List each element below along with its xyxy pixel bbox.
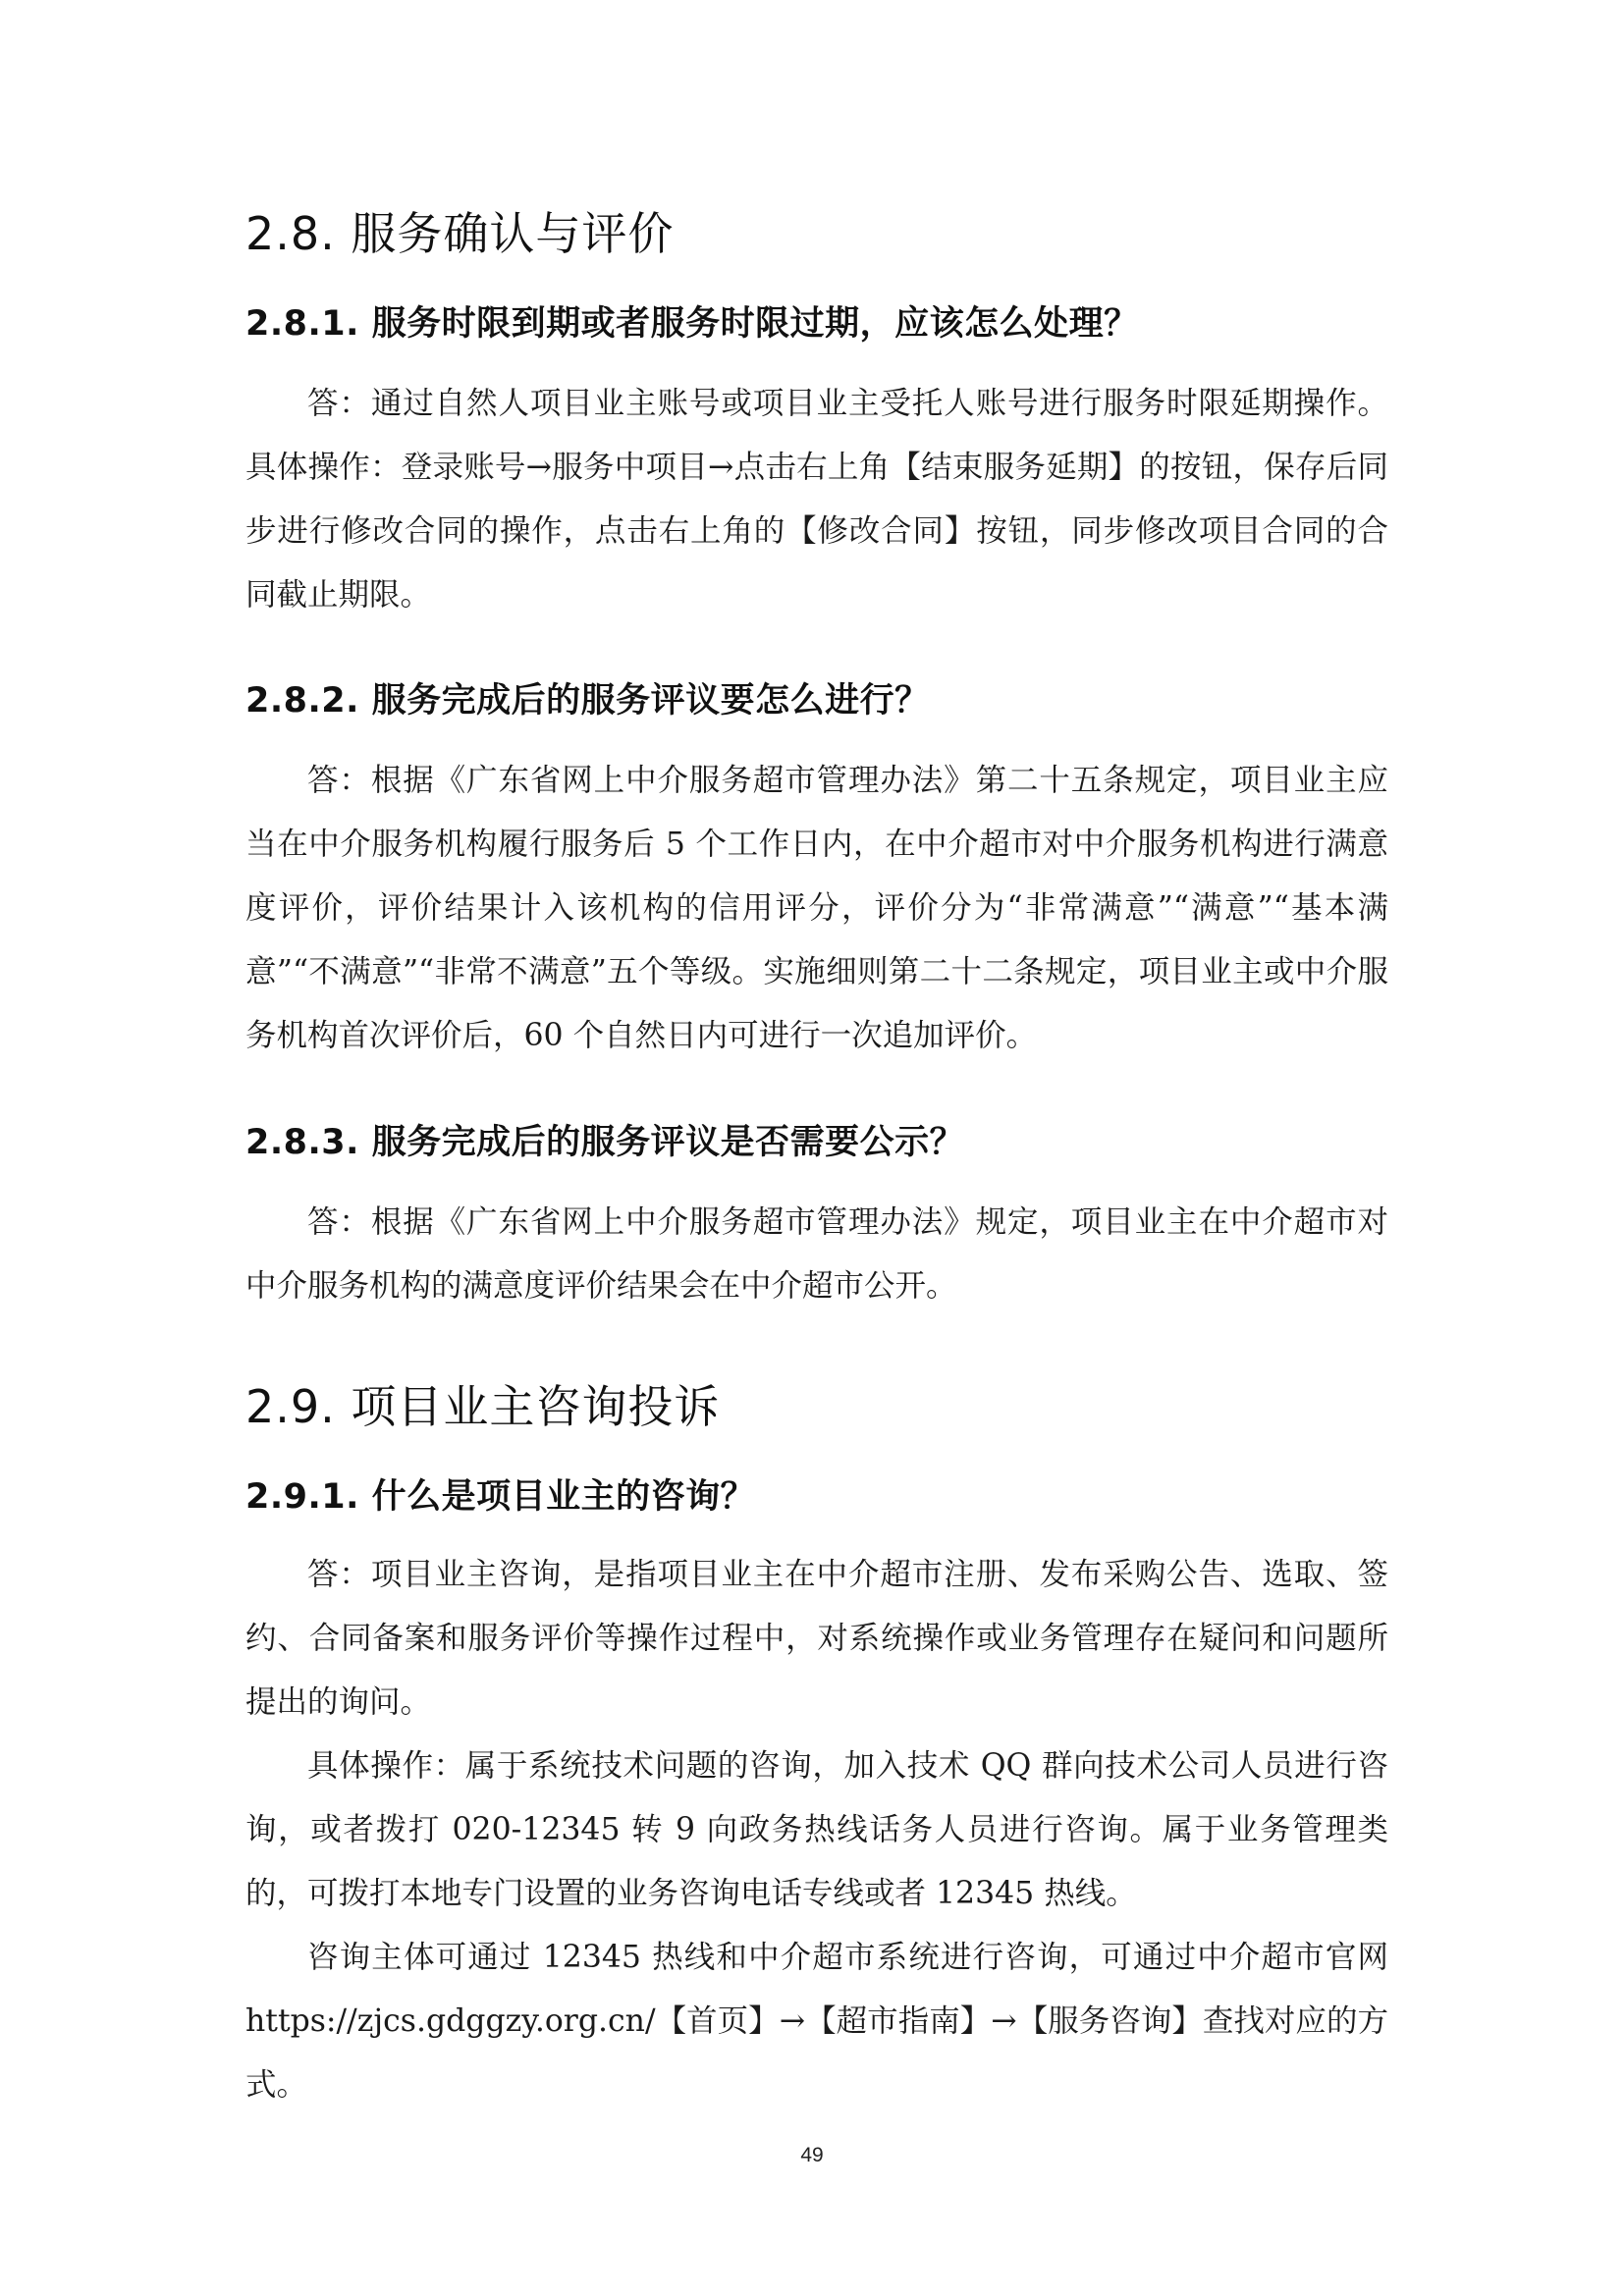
page-number: 49 xyxy=(800,2144,824,2166)
answer-paragraph-2-8-1: 答：通过自然人项目业主账号或项目业主受托人账号进行服务时限延期操作。具体操作：登录账号→服务中项目→点击右上角【结束服务延期】的按钮，保存后同步进行修改合同的操作，点击右上角的【修改合同】按钮，同步修改项目合同的合同截止期限。 xyxy=(245,386,1388,613)
section-heading-2-8: 2.8. 服务确认与评价 xyxy=(245,207,675,260)
answer-paragraph-2-8-3: 答：根据《广东省网上中介服务超市管理办法》规定，项目业主在中介超市对中介服务机构的满意度评价结果会在中介超市公开。 xyxy=(245,1204,1388,1304)
question-title-2-8-2: 2.8.2. 服务完成后的服务评议要怎么进行？ xyxy=(245,681,930,721)
question-title-2-9-1: 2.9.1. 什么是项目业主的咨询？ xyxy=(245,1477,756,1517)
section-heading-2-9: 2.9. 项目业主咨询投诉 xyxy=(245,1380,721,1433)
answer-paragraph-2-9-1-c: 咨询主体可通过 12345 热线和中介超市系统进行咨询，可通过中介超市官网 https://zjcs.gdggzy.org.cn/【首页】→【超市指南】→【服务咨询】查找对应的方式。 xyxy=(245,1940,1388,2103)
answer-paragraph-2-8-2: 答：根据《广东省网上中介服务超市管理办法》第二十五条规定，项目业主应当在中介服务机构履行服务后 5 个工作日内，在中介超市对中介服务机构进行满意度评价，评价结果计入该机构的信用评分，评价分为“非常满意”“满意”“基本满意”“不满意”“非常不满意”五个等级。实施细则第二十二条规定，项目业主或中介服务机构首次评价后，60 个自然日内可进行一次追加评价。 xyxy=(245,763,1388,1053)
question-title-2-8-3: 2.8.3. 服务完成后的服务评议是否需要公示？ xyxy=(245,1123,965,1162)
question-title-2-8-1: 2.8.1. 服务时限到期或者服务时限过期，应该怎么处理？ xyxy=(245,304,1139,344)
answer-paragraph-2-9-1-a: 答：项目业主咨询，是指项目业主在中介超市注册、发布采购公告、选取、签约、合同备案和服务评价等操作过程中，对系统操作或业务管理存在疑问和问题所提出的询问。 xyxy=(245,1557,1388,1720)
answer-paragraph-2-9-1-b: 具体操作：属于系统技术问题的咨询，加入技术 QQ 群向技术公司人员进行咨询，或者拨打 020-12345 转 9 向政务热线话务人员进行咨询。属于业务管理类的，可拨打本地专门设置的业务咨询电话专线或者 12345 热线。 xyxy=(245,1748,1388,1911)
